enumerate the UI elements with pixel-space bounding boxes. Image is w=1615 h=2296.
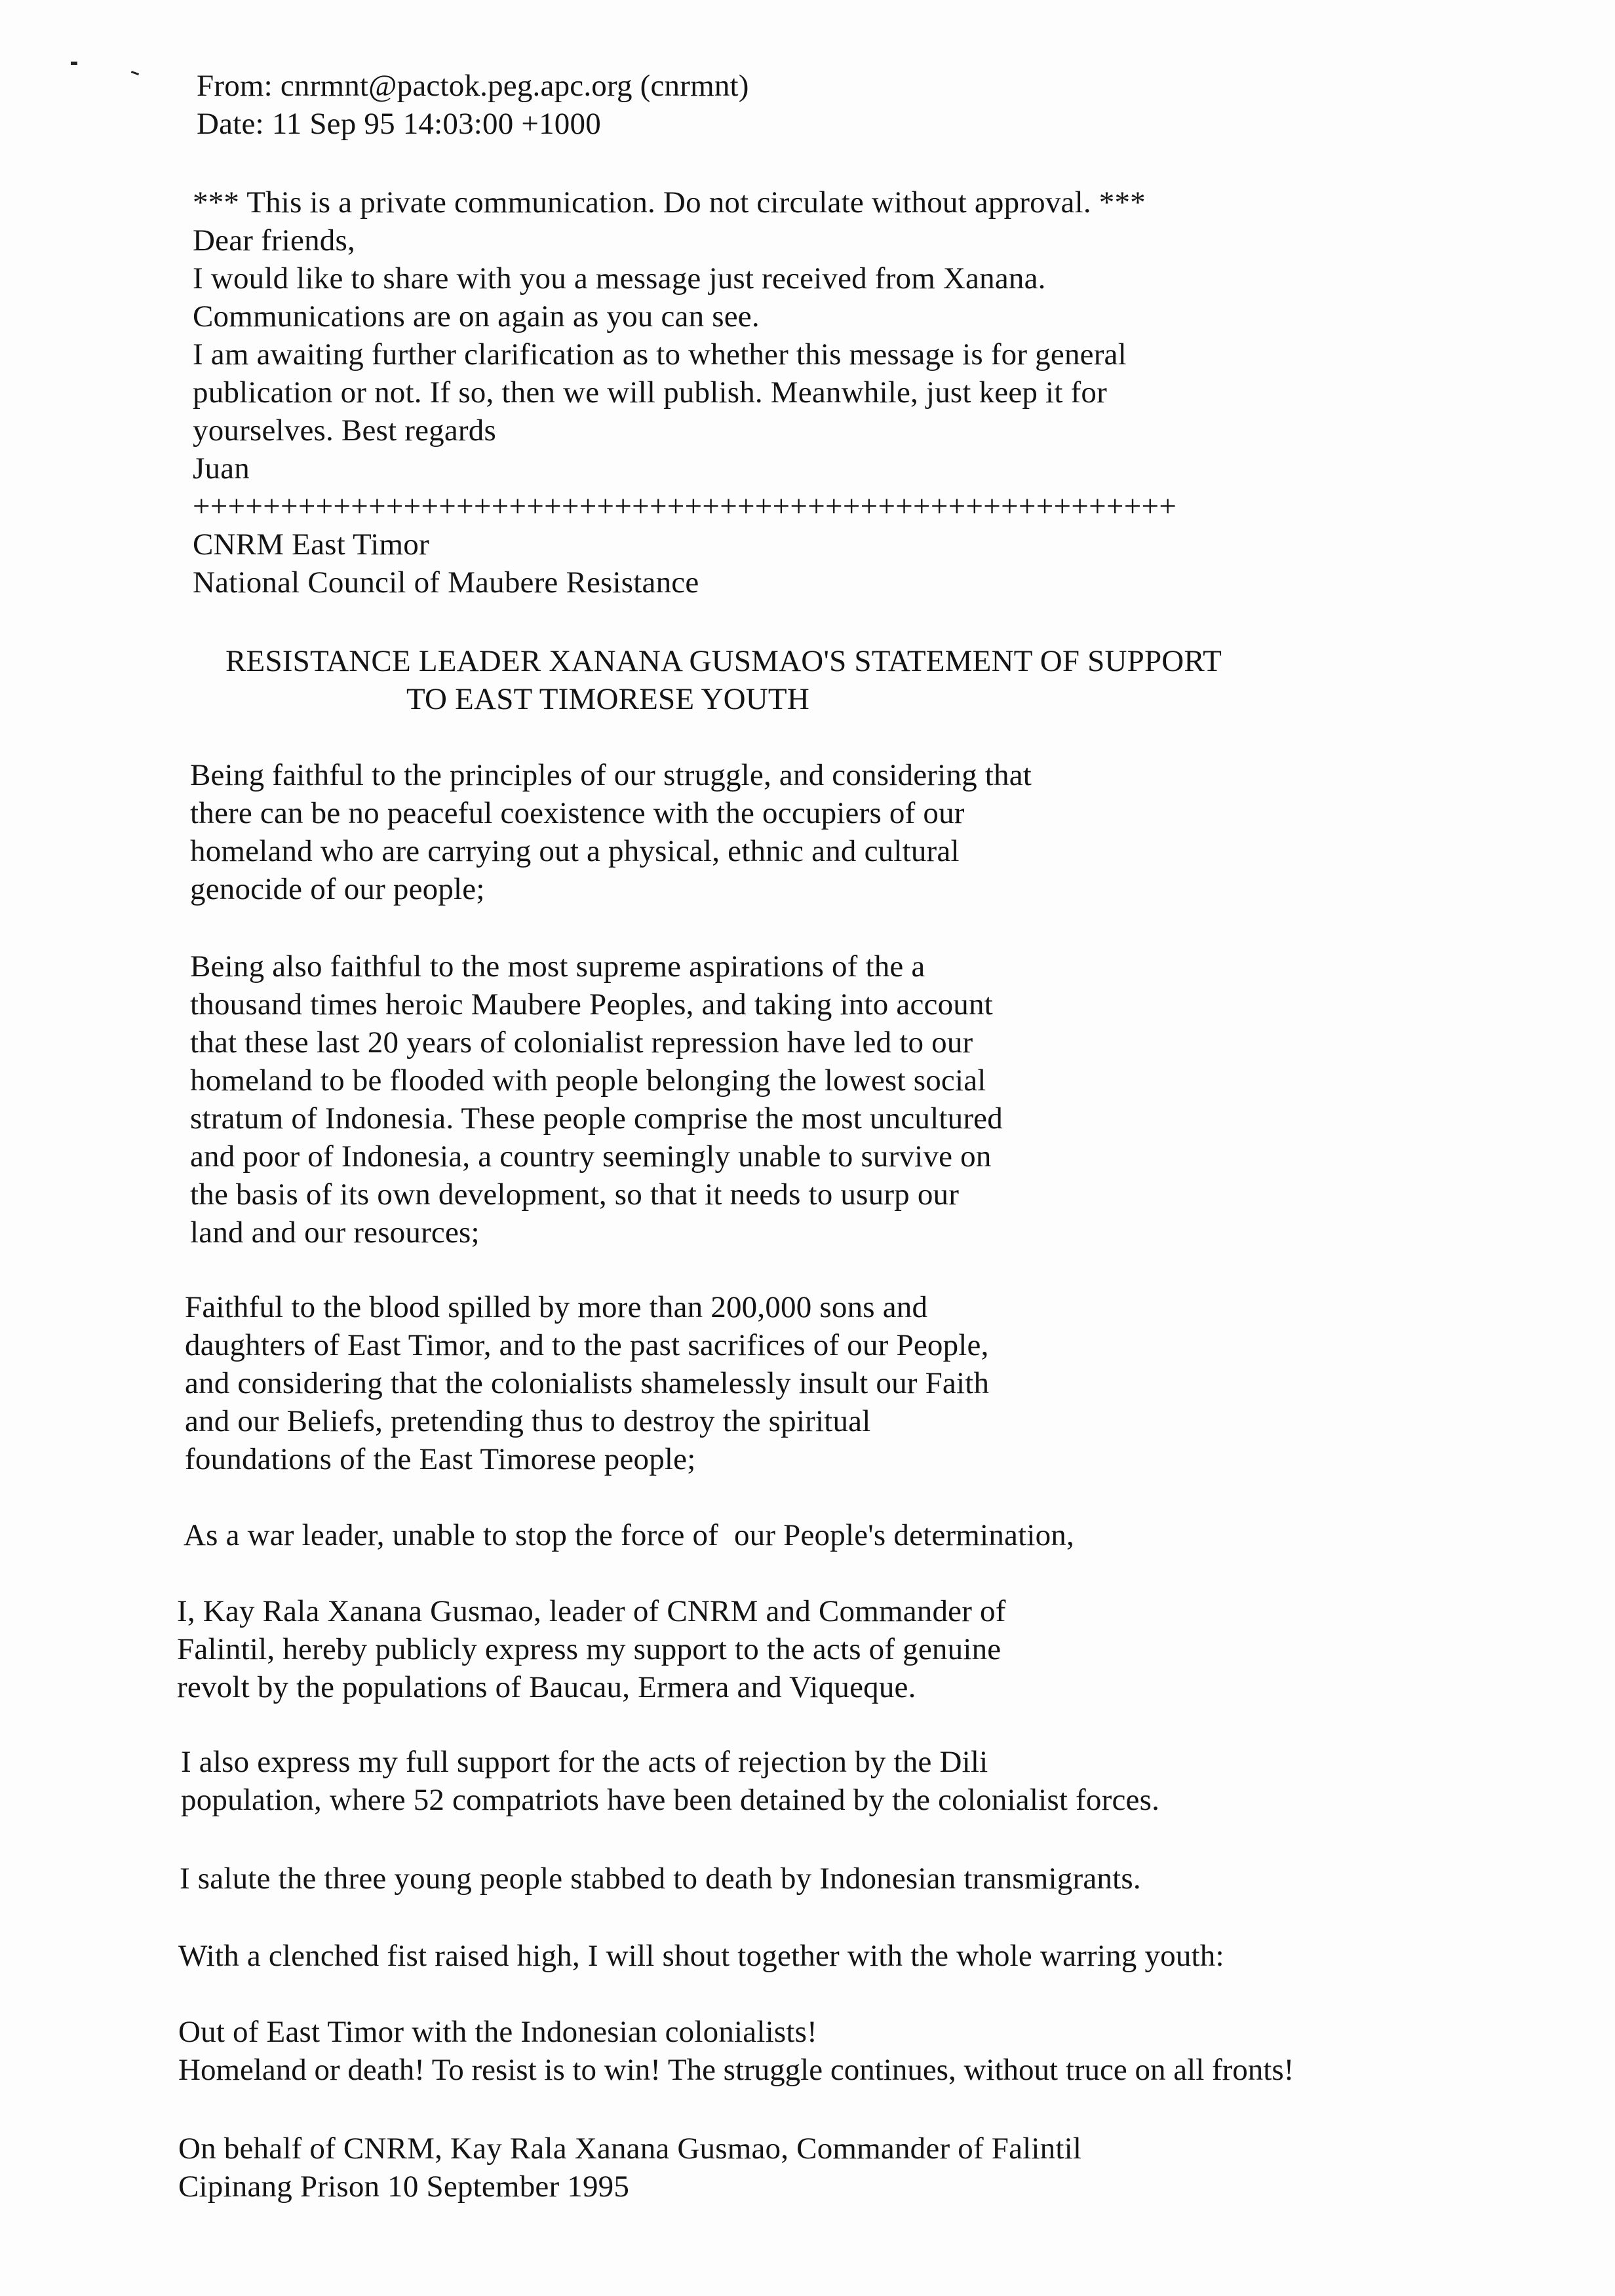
cover-note-line: CNRM East Timor [193, 527, 429, 562]
paragraph-line: homeland to be flooded with people belonging the lowest social [190, 1063, 986, 1098]
paragraph-line: Out of East Timor with the Indonesian colonialists! [178, 2015, 817, 2049]
paragraph-line: I also express my full support for the acts of rejection by the Dili [181, 1745, 988, 1779]
paragraph-line: Faithful to the blood spilled by more than 200,000 sons and [185, 1290, 928, 1324]
scan-mark [71, 62, 77, 65]
paragraph-line: Being faithful to the principles of our struggle, and considering that [190, 758, 1032, 792]
paragraph-line: Being also faithful to the most supreme aspirations of the a [190, 949, 925, 984]
paragraph-line: foundations of the East Timorese people; [185, 1442, 696, 1476]
cover-note-line: Juan [193, 451, 250, 486]
paragraph-line: I, Kay Rala Xanana Gusmao, leader of CNRM and Commander of [177, 1594, 1006, 1628]
paragraph-line: and poor of Indonesia, a country seemingly unable to survive on [190, 1139, 992, 1174]
cover-note-line: yourselves. Best regards [193, 413, 496, 448]
cover-note-line: *** This is a private communication. Do not circulate without approval. *** [193, 185, 1146, 220]
statement-title-line: TO EAST TIMORESE YOUTH [406, 682, 809, 716]
paragraph-line: and our Beliefs, pretending thus to destroy the spiritual [185, 1404, 871, 1438]
paragraph-line: thousand times heroic Maubere Peoples, and taking into account [190, 987, 993, 1022]
paragraph-line: revolt by the populations of Baucau, Ermera and Viqueque. [177, 1670, 916, 1704]
paragraph-line: Falintil, hereby publicly express my support to the acts of genuine [177, 1632, 1002, 1666]
paragraph-line: daughters of East Timor, and to the past sacrifices of our People, [185, 1328, 989, 1362]
scan-mark [131, 71, 139, 75]
paragraph-line: and considering that the colonialists shamelessly insult our Faith [185, 1366, 990, 1400]
paragraph-line: With a clenched fist raised high, I will shout together with the whole warring youth: [178, 1939, 1224, 1973]
paragraph-line: the basis of its own development, so that it needs to usurp our [190, 1177, 960, 1212]
paragraph-line: there can be no peaceful coexistence with the occupiers of our [190, 796, 965, 830]
email-date-line: Date: 11 Sep 95 14:03:00 +1000 [197, 107, 601, 141]
paragraph-line: stratum of Indonesia. These people comprise the most uncultured [190, 1101, 1003, 1136]
statement-title-line: RESISTANCE LEADER XANANA GUSMAO'S STATEMENT OF SUPPORT [225, 644, 1222, 678]
separator-line: ++++++++++++++++++++++++++++++++++++++++++++++++++++++++ [193, 489, 1177, 524]
email-from-line: From: cnrmnt@pactok.peg.apc.org (cnrmnt) [197, 69, 749, 103]
paragraph-line: Homeland or death! To resist is to win! The struggle continues, without truce on all fronts! [178, 2053, 1294, 2087]
paragraph-line: genocide of our people; [190, 872, 485, 906]
signature-line: On behalf of CNRM, Kay Rala Xanana Gusmao, Commander of Falintil [178, 2132, 1082, 2166]
cover-note-line: National Council of Maubere Resistance [193, 565, 699, 600]
paragraph-line: that these last 20 years of colonialist repression have led to our [190, 1025, 973, 1060]
paragraph-line: As a war leader, unable to stop the force of our People's determination, [184, 1518, 1074, 1552]
cover-note-line: Dear friends, [193, 223, 355, 258]
cover-note-line: I am awaiting further clarification as to whether this message is for general [193, 337, 1127, 372]
signature-line: Cipinang Prison 10 September 1995 [178, 2170, 630, 2204]
paragraph-line: I salute the three young people stabbed to death by Indonesian transmigrants. [180, 1862, 1141, 1896]
cover-note-line: Communications are on again as you can see. [193, 299, 760, 334]
paragraph-line: population, where 52 compatriots have been detained by the colonialist forces. [181, 1783, 1160, 1817]
cover-note-line: publication or not. If so, then we will publish. Meanwhile, just keep it for [193, 375, 1107, 410]
paragraph-line: land and our resources; [190, 1215, 480, 1250]
cover-note-line: I would like to share with you a message just received from Xanana. [193, 261, 1046, 296]
paragraph-line: homeland who are carrying out a physical, ethnic and cultural [190, 834, 960, 868]
